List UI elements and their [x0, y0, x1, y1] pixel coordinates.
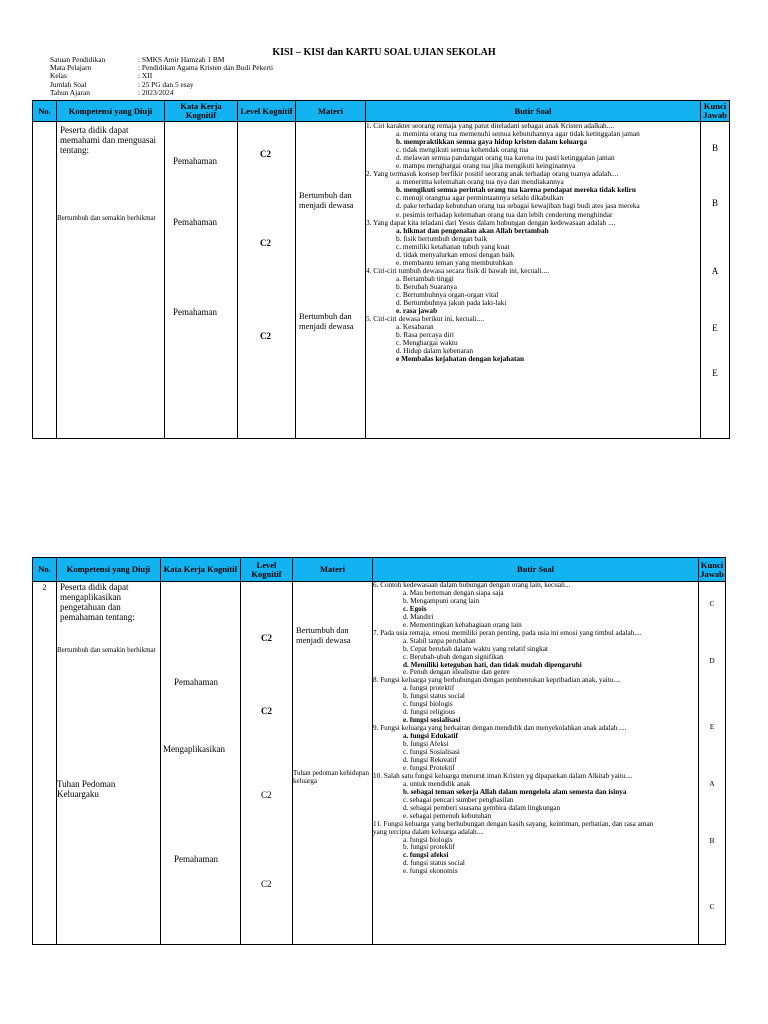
- meta-value: : 2023/2024: [138, 87, 174, 97]
- kata-kerja-2: Pemahaman: [173, 217, 217, 227]
- kisi-table-2: [32, 557, 726, 945]
- kunci-2: D: [709, 656, 715, 665]
- answer-option-correct: a. fungsi Edukatif: [403, 732, 458, 741]
- answer-option: c. tidak mengikuti semua kehendak orang tua: [396, 145, 529, 155]
- level-cell: [238, 122, 296, 439]
- level-3: C2: [261, 790, 272, 800]
- kata-kerja-2: Mengaplikasikan: [163, 744, 225, 754]
- kompetensi-sub: Bertumbuh dan semakin berhikmat: [57, 214, 156, 222]
- level-1: C2: [260, 149, 271, 159]
- level-2: C2: [261, 706, 272, 716]
- meta-label: Satuan Pendidikan: [50, 55, 106, 64]
- answer-option: d. Hidup dalam kebenaran: [396, 346, 473, 356]
- kunci-1: B: [711, 143, 718, 153]
- answer-option: e. fungsi Protektif: [403, 763, 455, 772]
- answer-option: c. fungsi Sosialisasi: [403, 748, 460, 757]
- answer-option: a. Stabil tanpa perubahan: [403, 636, 476, 645]
- materi-cell: [296, 122, 366, 439]
- answer-option: d. fungsi religious: [403, 708, 456, 717]
- materi-2: Bertumbuh dan menjadi dewasa: [299, 311, 354, 331]
- question-list-1: [366, 122, 700, 363]
- level-4: C2: [261, 879, 272, 889]
- header-no: No.: [33, 558, 57, 582]
- level-2: C2: [260, 238, 271, 248]
- kunci-5: E: [712, 368, 718, 378]
- meta-label: Kelas: [50, 71, 67, 81]
- butir-soal-cell: [366, 122, 701, 439]
- meta-row: [50, 64, 273, 72]
- header-kata-kerja: Kata Kerja Kognitif: [165, 101, 238, 122]
- kunci-4: A: [709, 779, 715, 788]
- answer-option: b. fungsi Afeksi: [403, 740, 449, 749]
- meta-row: [50, 89, 273, 97]
- meta-label: Jumlah Soal: [50, 79, 87, 89]
- answer-option: c. Menghargai waktu: [396, 338, 458, 348]
- level-1: C2: [261, 633, 272, 643]
- answer-option: b. fungsi proteklif: [403, 843, 455, 852]
- answer-option-correct: c. Egois: [403, 604, 427, 613]
- answer-option: e. Mementingkan kebahagiaan orang lain: [403, 620, 522, 629]
- kata-kerja-3: Pemahaman: [173, 307, 217, 317]
- answer-option: a. fungsi biologis: [403, 835, 453, 844]
- answer-option: a. Mau berteman dengan siapa saja: [403, 588, 504, 597]
- header-no: No.: [33, 101, 57, 122]
- kompetensi-text: Peserta didik dapat mengaplikasikan pengetahuan dan pemahaman tentang:: [60, 582, 135, 622]
- page-title: KISI – KISI dan KARTU SOAL UJIAN SEKOLAH: [272, 47, 496, 58]
- meta-label: Tahun Ajaran: [50, 87, 90, 97]
- question-text: 3. Yang dapat kita teladani dari Yesus dalam hubungan dengan kedewasaan adalah ....: [366, 217, 616, 227]
- answer-option-correct: c. fungsi afeksi: [403, 851, 449, 860]
- question-text: 9. Fungsi keluarga yang berkaitan dengan mendidik dan menyekolahkan anak adalah ....: [373, 724, 627, 733]
- kata-kerja-3: Pemahaman: [174, 854, 218, 864]
- answer-option: a. fungsi protektif: [403, 684, 455, 693]
- meta-value: : 25 PG dan 5 esay: [138, 79, 194, 89]
- answer-option: a. Kesabaran: [396, 322, 434, 332]
- materi-1: Bertumbuh dan menjadi dewasa: [299, 190, 354, 210]
- meta-value: : SMKS Amir Hamzah 1 BM: [138, 55, 225, 64]
- answer-option: b. Mengampuni orang lain: [403, 596, 480, 605]
- header-level: Level Kognitif: [241, 558, 293, 582]
- header-butir-soal: Butir Soal: [366, 101, 701, 122]
- answer-option: b. Rasa percaya diri: [396, 330, 454, 340]
- answer-option: d. melawan semua pandangan orang tua karena itu pasti ketinggalan jaman: [396, 153, 615, 163]
- meta-value: : XII: [138, 71, 153, 81]
- header-kata-kerja: Kata Kerja Kognitif: [161, 558, 241, 582]
- kata-kerja-1: Pemahaman: [174, 677, 218, 687]
- answer-option: a. menerima kelemahan orang tua nya dan mendiakannya: [396, 177, 564, 187]
- kata-kerja-1: Pemahaman: [173, 156, 217, 166]
- answer-option-correct: b. mengikuti semua perintah orang tua karena pendapat mereka tidak keliru: [396, 185, 636, 195]
- header-level: Level Kognitif: [238, 101, 296, 122]
- question-text-cont: yang tercipta dalam keluarga adalah....: [373, 827, 484, 836]
- kunci-3: E: [709, 722, 715, 731]
- answer-option-correct: e Membalas kejahatan dengan kejahatan: [396, 354, 525, 364]
- answer-option-correct: d. Memiliki keteguhan hati, dan tidak mudah dipengaruhi: [403, 660, 582, 669]
- answer-option: e. Penuh dengan idealisme dan genre: [403, 668, 510, 677]
- row-no: [33, 122, 57, 439]
- answer-option: a. Bertambah tinggi: [396, 273, 454, 283]
- answer-option: c. memiliki ketahanan tubuh yang kuat: [396, 241, 510, 251]
- answer-option: c. menuji orangtua agar permintaannya selalu dikabulkan: [396, 193, 564, 203]
- kunci-2: B: [711, 198, 718, 208]
- kunci-5: B: [709, 836, 715, 845]
- kata-kerja-cell: [161, 582, 241, 945]
- butir-soal-cell: [373, 582, 699, 945]
- meta-label: Mata Pelajarn: [50, 63, 92, 73]
- materi-cell: [293, 582, 373, 945]
- answer-option: d. Bertumbuhnya jakun pada laki-laki: [396, 298, 507, 308]
- kompetensi-sub: Bertumbuh dan semakin berhikmat: [57, 646, 156, 654]
- meta-value: : Pendidikan Agama Kristen dan Budi Pekerti: [138, 63, 274, 73]
- answer-option: c. sebagai pencari sumber penghasilan: [403, 795, 514, 804]
- question-text: 4. Ciri-ciri tumbuh dewasa secara fisik di bawah ini, kecuali....: [366, 265, 549, 275]
- answer-option: d. pake terhadap kebutuhan orang tua sebagai kewajiban bagi budi ates jasa mereka: [396, 201, 640, 211]
- kompetensi-cell: [57, 122, 165, 439]
- answer-option: e. fungsi ekonomis: [403, 867, 458, 876]
- answer-option: c. fungsi biologis: [403, 700, 453, 709]
- kunci-1: C: [709, 599, 715, 608]
- answer-option: d. sebagai pemberi suasana gembira dalam lingkungan: [403, 803, 561, 812]
- question-text: 10. Salah satu fungsi keluarga menurut iman Kristen yg dipaparkan dalam Alkitab yaitu....: [373, 771, 633, 780]
- answer-option: e. membantu teman yang membutuhkan: [396, 257, 513, 267]
- answer-option: d. Mandiri: [403, 612, 434, 621]
- answer-option: e. pesimis terhadap kelemahan orang tua dan lebih cenderung menghindar: [396, 209, 613, 219]
- kunci-cell: [701, 122, 730, 439]
- answer-option: b. Cepat berubah dalam waktu yang relatif singkat: [403, 644, 548, 653]
- question-list-2: [373, 582, 698, 876]
- answer-option: e. sebagai pemenuh kebutuhan: [403, 811, 492, 820]
- question-text: 7. Pada usia remaja, emosi memiliki peran penting, pada usia ini emosi yang timbul adalah....: [373, 628, 642, 637]
- header-kunci: Kunci Jawab: [699, 558, 726, 582]
- kisi-table-1: [32, 100, 730, 439]
- kunci-4: E: [712, 323, 718, 333]
- answer-option: a. untuk mendidik anak: [403, 779, 471, 788]
- kompetensi-cell: [57, 582, 161, 945]
- answer-option: b. fisik bertumbuh dengan baik: [396, 233, 487, 243]
- answer-option: d. tidak menyalurkan emosi dengan baik: [396, 249, 515, 259]
- answer-option-correct: b. mempraktikkan semua gaya hidup kristen dalam keluarga: [396, 137, 587, 147]
- row-no: 2: [33, 582, 57, 945]
- header-kompetensi: Kompetensi yang Diuji: [57, 558, 161, 582]
- header-kunci: Kunci Jawab: [701, 101, 730, 122]
- kunci-3: A: [711, 266, 719, 276]
- answer-option: c. Bertumbuhnya organ-organ vital: [396, 289, 499, 299]
- question-text: 5. Ciri-ciri dewasa berikut ini, kecuali....: [366, 314, 485, 324]
- answer-option-correct: a. hikmat dan pengenalan akan Allah bertambah: [396, 225, 549, 235]
- level-cell: [241, 582, 293, 945]
- kompetensi-sub-2: Tuhan Pedoman Keluargaku: [57, 779, 116, 799]
- answer-option: d. fungsi status social: [403, 859, 465, 868]
- answer-option: e. mampu menghargai orang tua jika mengikuti keinginannya: [396, 161, 576, 171]
- kompetensi-text: Peserta didik dapat memahami dan menguasai tentang:: [60, 125, 156, 155]
- materi-1: Bertumbuh dan menjadi dewasa: [296, 625, 351, 645]
- kunci-6: C: [709, 902, 715, 911]
- document-meta: [50, 56, 273, 97]
- kata-kerja-cell: [165, 122, 238, 439]
- materi-2: Tuhan pedoman kehidupan keluarga: [293, 769, 369, 785]
- question-text: 1. Ciri karakter seorang remaja yang patut diteladani sebagai anak Kristen adalkah....: [366, 121, 614, 130]
- answer-option-correct: e. rasa jawab: [396, 306, 438, 316]
- answer-option: d. fungsi Rekreatif: [403, 755, 457, 764]
- answer-option: a. meminta orang tua memenuhi semua kebutuhannya agar tidak ketinggalan jaman: [396, 129, 640, 139]
- question-text: 11. Fungsi keluarga yang berhubungan dengan kasih sayang, keintiman, perhatian, dan rasa aman: [373, 819, 654, 828]
- answer-option: b. fungsi status social: [403, 692, 465, 701]
- header-materi: Materi: [293, 558, 373, 582]
- answer-option: b. Berubah Suaranya: [396, 281, 457, 291]
- level-3: C2: [260, 331, 271, 341]
- header-materi: Materi: [296, 101, 366, 122]
- answer-option: c. Berubah-ubah dengan signifikan: [403, 652, 504, 661]
- kunci-cell: [699, 582, 726, 945]
- question-text: 2. Yang termasuk konsep berfikir positif seorang anak terhadap orang tuanya adalah....: [366, 169, 619, 179]
- header-butir-soal: Butir Soal: [373, 558, 699, 582]
- answer-option-correct: b. sebagai teman sekerja Allah dalam mengelola alam semesta dan isinya: [403, 787, 627, 796]
- question-text: 6. Contoh kedewasaan dalam hubungan dengan orang lain, kecuali...: [373, 581, 571, 589]
- header-kompetensi: Kompetensi yang Diuji: [57, 101, 165, 122]
- answer-option-correct: e. fungsi sosialisasi: [403, 716, 461, 725]
- question-text: 8. Fungsi keluarga yang berhubungan dengan pembentukan kepribadian anak, yaitu....: [373, 676, 621, 685]
